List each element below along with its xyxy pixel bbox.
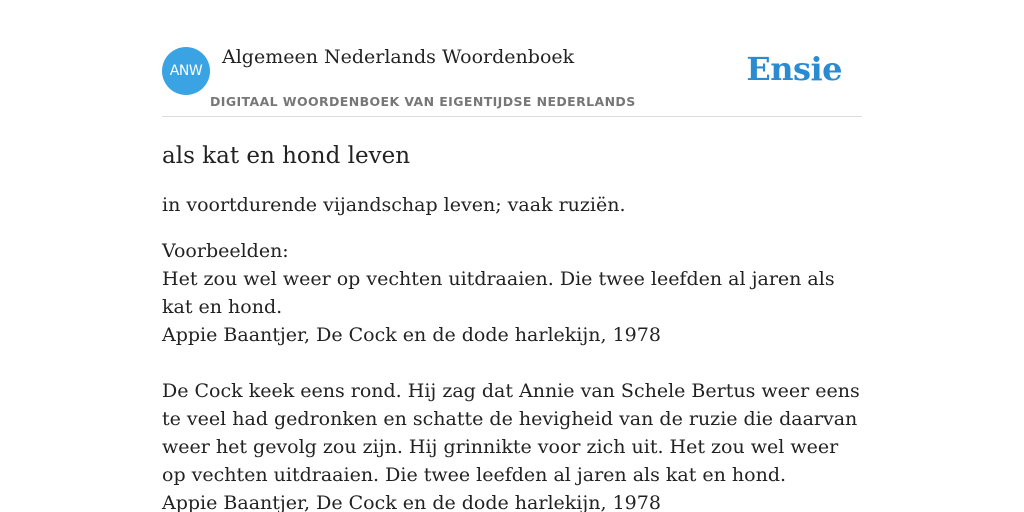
examples-label: Voorbeelden: [162,240,289,262]
example-text: De Cock keek eens rond. Hij zag dat Annie van Schele Bertus weer eens te veel had gedronken en schatte de hevigheid van de ruzie die daarvan weer het gevolg zou zijn. Hij grinnikte voor zich uit. Het zou wel weer op vechten uitdraaien. Die twee leefden al jaren als kat en hond. [162,380,860,486]
entry-term: als kat en hond leven [162,143,411,169]
example-text: Het zou wel weer op vechten uitdraaien. Die twee leefden al jaren als kat en hond. [162,268,835,318]
dictionary-subtitle: DIGITAAL WOORDENBOEK VAN EIGENTIJDSE NEDERLANDS [210,94,636,109]
entry-definition: in voortdurende vijandschap leven; vaak ruziën. [162,194,626,216]
header [162,0,862,117]
example-item [162,265,862,349]
examples-section [162,237,862,512]
example-source: Appie Baantjer, De Cock en de dode harlekijn, 1978 [162,324,661,346]
page [162,0,862,512]
logo-text: ANW [169,63,203,79]
ensie-brand-link[interactable]: Ensie [746,50,842,88]
anw-logo[interactable] [162,47,210,95]
dictionary-title[interactable]: Algemeen Nederlands Woordenboek [222,46,575,68]
example-item [162,377,862,512]
example-source: Appie Baantjer, De Cock en de dode harlekijn, 1978 [162,492,661,512]
